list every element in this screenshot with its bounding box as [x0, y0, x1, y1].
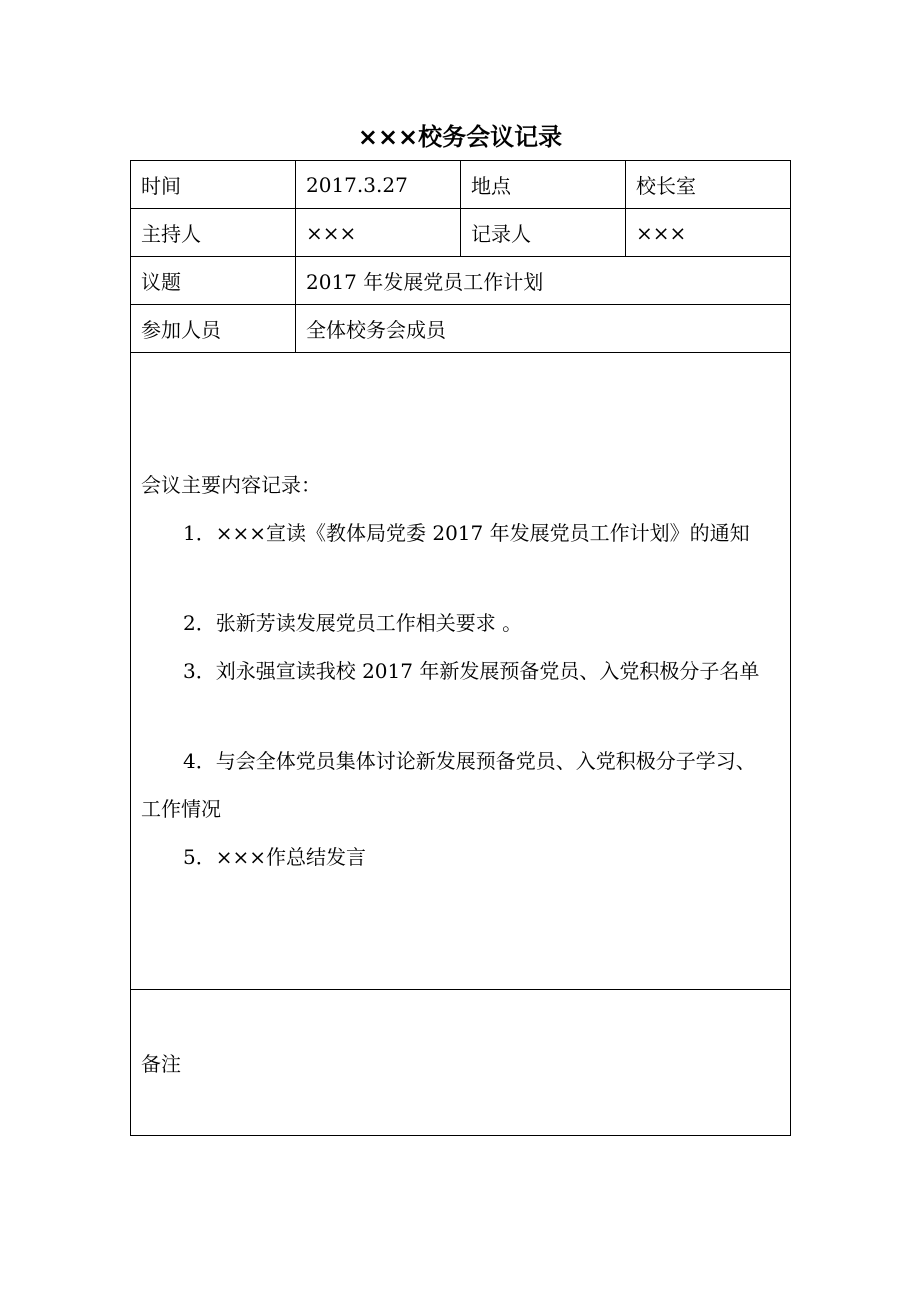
recorder-value: ××× [626, 209, 791, 257]
recorder-label: 记录人 [461, 209, 626, 257]
topic-value: 2017 年发展党员工作计划 [296, 257, 791, 305]
content-item-3: 3．刘永强宣读我校 2017 年新发展预备党员、入党积极分子名单 [183, 659, 760, 683]
time-label: 时间 [131, 161, 296, 209]
host-recorder-row [131, 209, 791, 257]
document-title: ×××校务会议记录 [357, 123, 563, 151]
attendees-row [131, 305, 791, 353]
content-item-4-continued: 工作情况 [141, 797, 221, 821]
content-row [131, 353, 791, 990]
meeting-record-table [130, 160, 791, 1136]
content-item-1: 1．×××宣读《教体局党委 2017 年发展党员工作计划》的通知 [183, 521, 750, 545]
topic-row [131, 257, 791, 305]
topic-label: 议题 [131, 257, 296, 305]
content-item-2: 2．张新芳读发展党员工作相关要求 。 [183, 611, 523, 635]
content-item-4: 4．与会全体党员集体讨论新发展预备党员、入党积极分子学习、 [183, 749, 756, 773]
time-value: 2017.3.27 [296, 161, 461, 209]
remark-label: 备注 [141, 1052, 181, 1076]
remark-row [131, 990, 791, 1136]
host-label: 主持人 [131, 209, 296, 257]
attendees-label: 参加人员 [131, 305, 296, 353]
attendees-value: 全体校务会成员 [296, 305, 791, 353]
meeting-content [131, 353, 791, 990]
content-item-5: 5．×××作总结发言 [183, 845, 366, 869]
host-value: ××× [296, 209, 461, 257]
remark-cell [131, 990, 791, 1136]
content-heading: 会议主要内容记录： [141, 473, 321, 497]
time-place-row [131, 161, 791, 209]
place-label: 地点 [461, 161, 626, 209]
place-value: 校长室 [626, 161, 791, 209]
